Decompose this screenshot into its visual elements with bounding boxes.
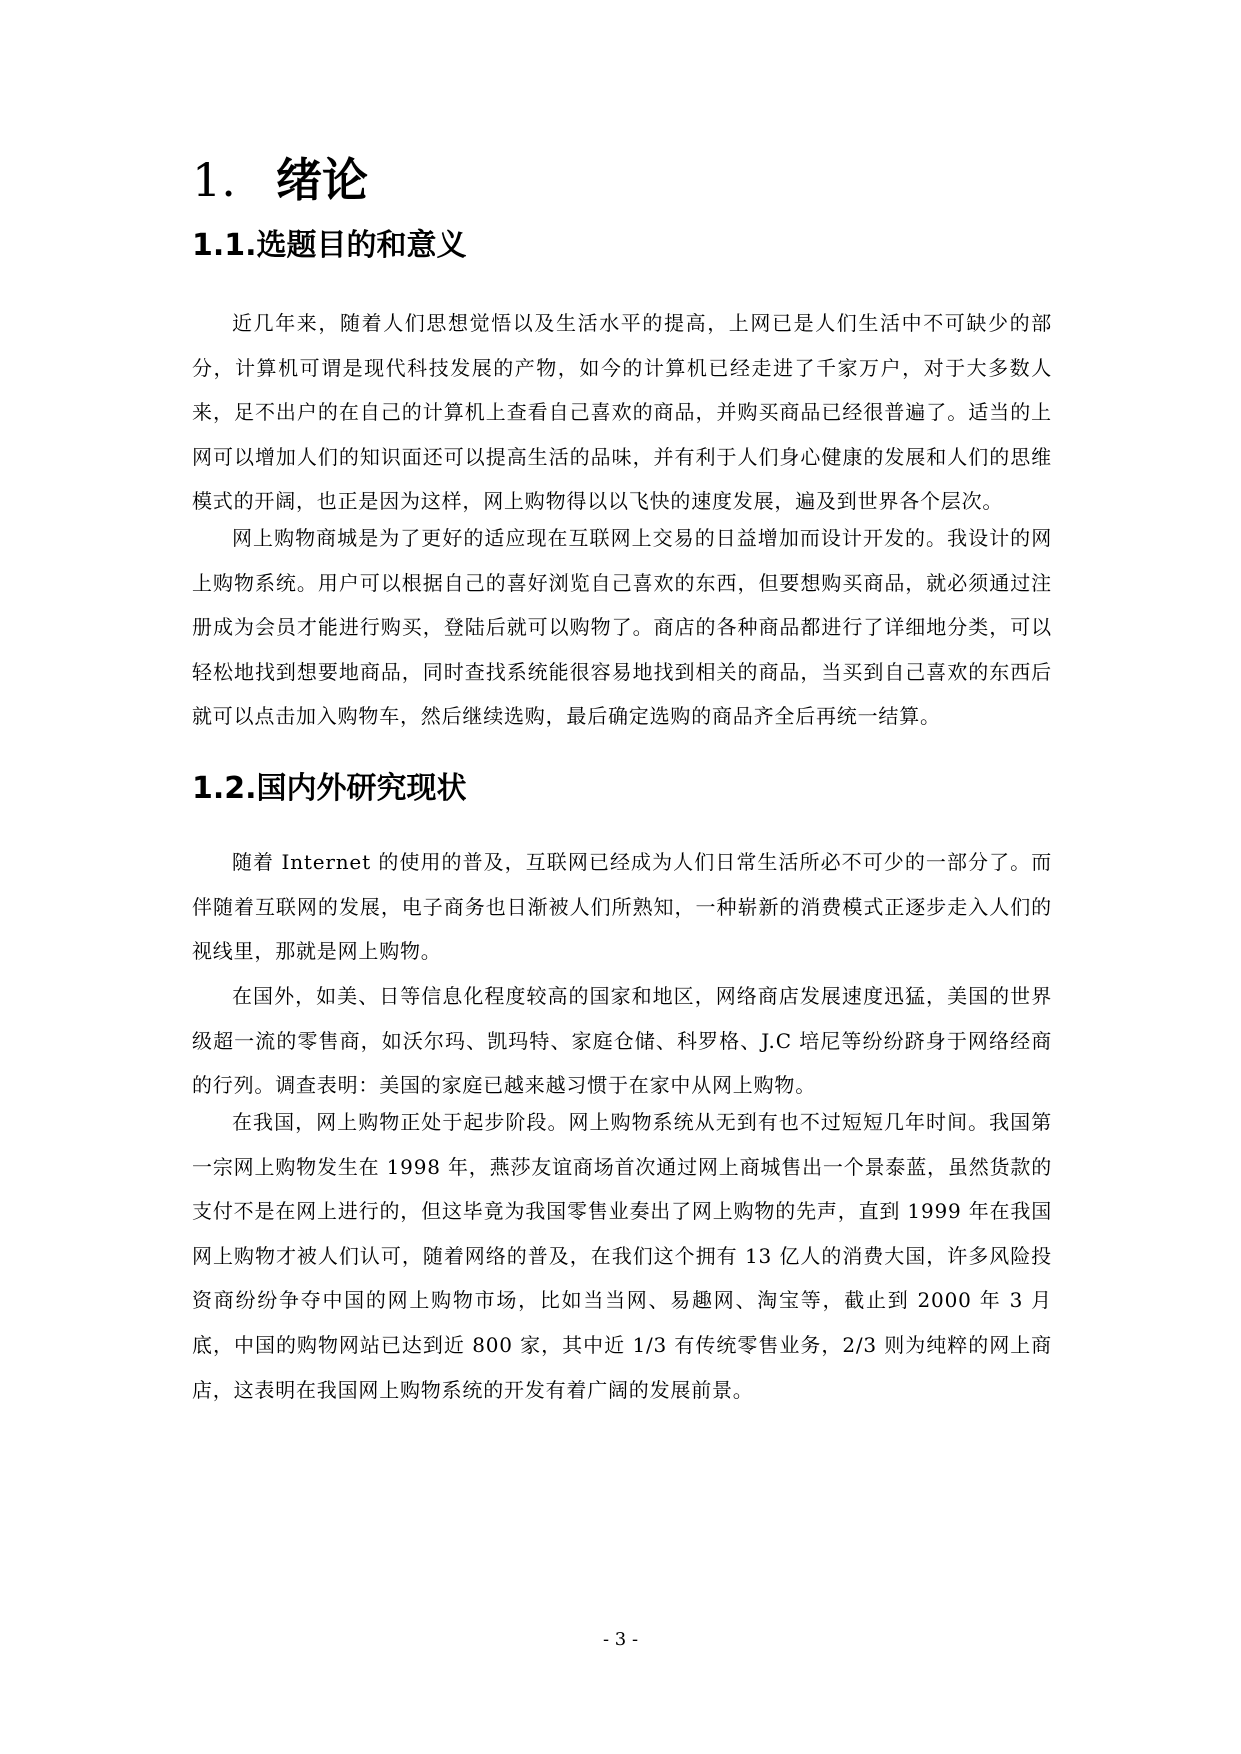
paragraph-status-1: 随着 Internet 的使用的普及，互联网已经成为人们日常生活所必不可少的一部分了。而伴随着互联网的发展，电子商务也日渐被人们所熟知，一种崭新的消费模式正逐步走入人们的视线里，那就是网上购物。 — [192, 850, 1052, 964]
paragraph-purpose-2: 网上购物商城是为了更好的适应现在互联网上交易的日益增加而设计开发的。我设计的网上购物系统。用户可以根据自己的喜好浏览自己喜欢的东西，但要想购买商品，就必须通过注册成为会员才能进行购买，登陆后就可以购物了。商店的各种商品都进行了详细地分类，可以轻松地找到想要地商品，同时查找系统能很容易地找到相关的商品，当买到自己喜欢的东西后就可以点击加入购物车，然后继续选购，最后确定选购的商品齐全后再统一结算。 — [192, 526, 1052, 729]
paragraph-status-3: 在我国，网上购物正处于起步阶段。网上购物系统从无到有也不过短短几年时间。我国第一宗网上购物发生在 1998 年，燕莎友谊商场首次通过网上商城售出一个景泰蓝，虽然货款的支付不是在网上进行的，但这毕竟为我国零售业奏出了网上购物的先声，直到 1999 年在我国网上购物才被人们认可，随着网络的普及，在我们这个拥有 13 亿人的消费大国，许多风险投资商纷纷争夺中国的网上购物市场，比如当当网、易趣网、淘宝等，截止到 2000 年 3 月底，中国的购物网站已达到近 800 家，其中近 1/3 有传统零售业务，2/3 则为纯粹的网上商店，这表明在我国网上购物系统的开发有着广阔的发展前景。 — [192, 1110, 1052, 1402]
section-heading-1-1: 1.1.选题目的和意义 — [192, 228, 467, 263]
chapter-number: 1. — [192, 153, 236, 207]
section-heading-1-2: 1.2.国内外研究现状 — [192, 771, 467, 806]
paragraph-purpose-1: 近几年来，随着人们思想觉悟以及生活水平的提高，上网已是人们生活中不可缺少的部分，计算机可谓是现代科技发展的产物，如今的计算机已经走进了千家万户，对于大多数人来，足不出户的在自己的计算机上查看自己喜欢的商品，并购买商品已经很普遍了。适当的上网可以增加人们的知识面还可以提高生活的品味，并有利于人们身心健康的发展和人们的思维模式的开阔，也正是因为这样，网上购物得以以飞快的速度发展，遍及到世界各个层次。 — [192, 311, 1052, 514]
chapter-title — [192, 150, 368, 210]
paragraph-status-2: 在国外，如美、日等信息化程度较高的国家和地区，网络商店发展速度迅猛，美国的世界级超一流的零售商，如沃尔玛、凯玛特、家庭仓储、科罗格、J.C 培尼等纷纷跻身于网络经商的行列。调查表明：美国的家庭已越来越习惯于在家中从网上购物。 — [192, 984, 1052, 1098]
page-number: - 3 - — [602, 1629, 639, 1650]
chapter-title-text: 绪论 — [276, 153, 368, 207]
